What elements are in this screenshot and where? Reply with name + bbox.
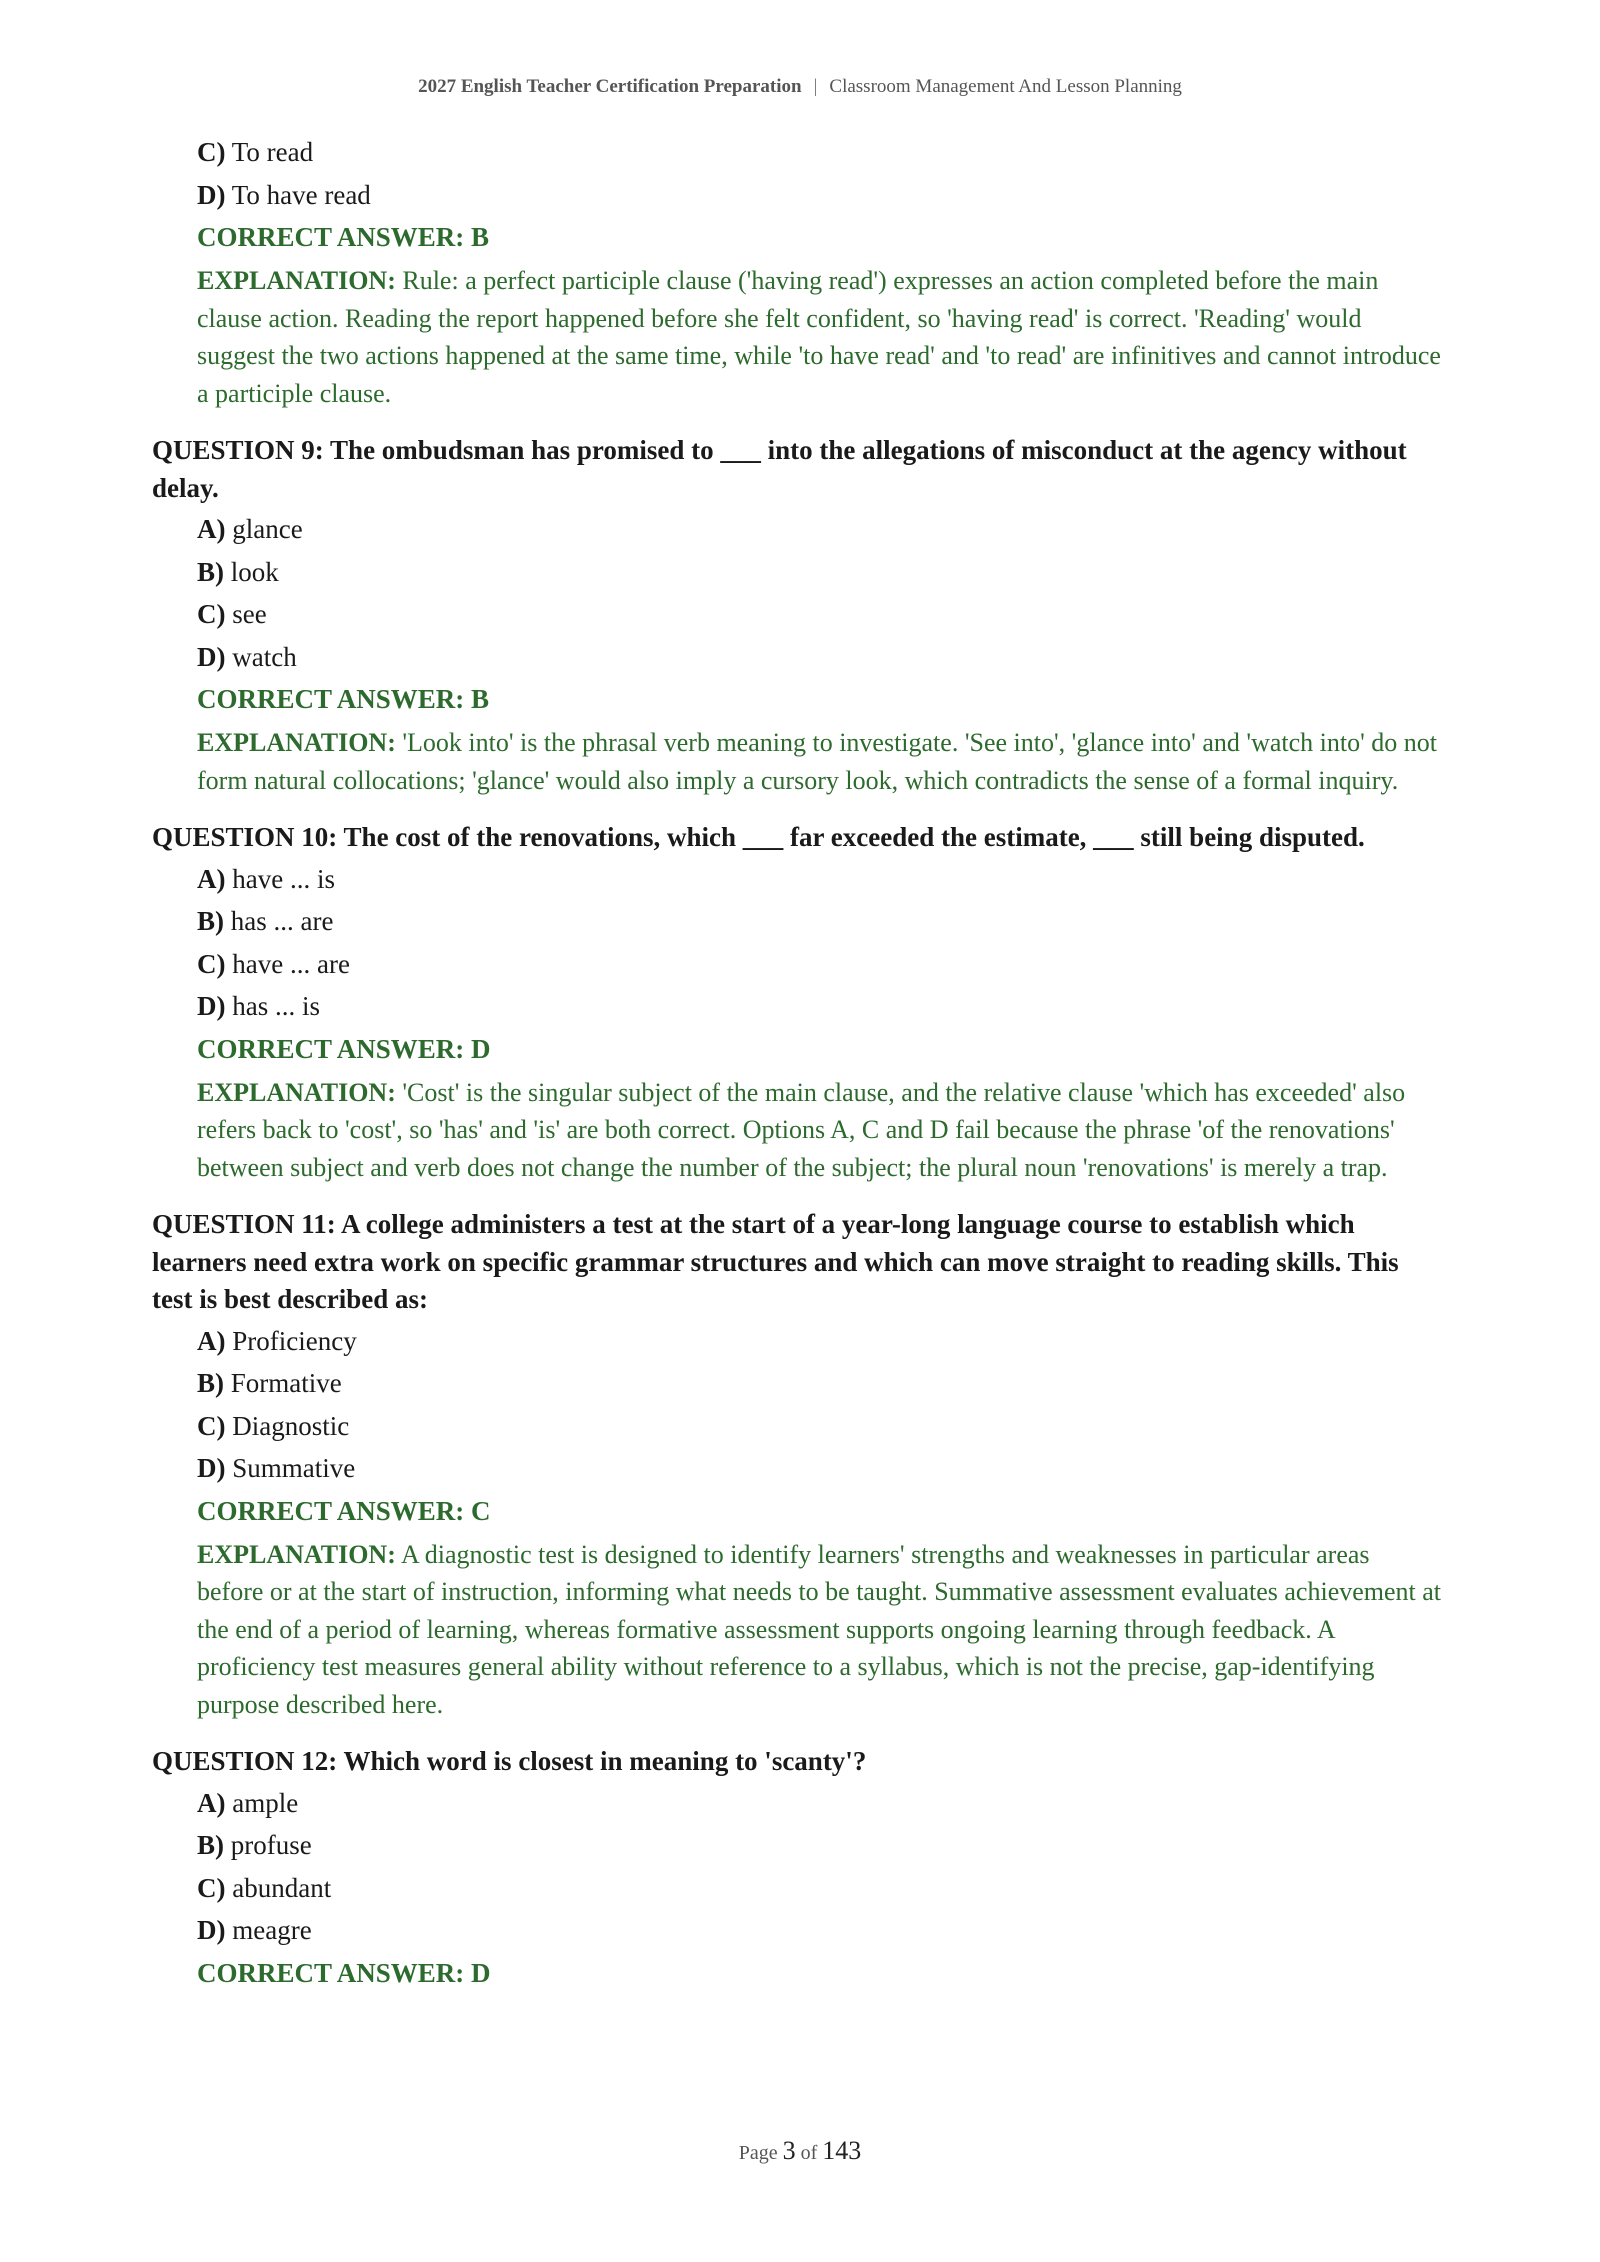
page-footer	[0, 2136, 1600, 2166]
question-block-10	[152, 819, 1442, 1186]
explanation: EXPLANATION: Rule: a perfect participle clause ('having read') expresses an action completed before the main clause action. Reading the report happened before she felt confident, so 'having read' is correct. 'Reading' would suggest the two actions happened at the same time, while 'to have read' and 'to read' are infinitives and cannot introduce a participle clause.	[197, 266, 1441, 408]
question-text: QUESTION 10: The cost of the renovations, which ___ far exceeded the estimate, ___ still being disputed.	[152, 822, 1365, 852]
total-pages: 143	[822, 2136, 862, 2165]
correct-answer: CORRECT ANSWER: B	[197, 222, 490, 252]
question-text: QUESTION 9: The ombudsman has promised to ___ into the allegations of misconduct at the agency without delay.	[152, 435, 1407, 503]
correct-answer: CORRECT ANSWER: D	[197, 1957, 491, 1988]
explanation: EXPLANATION: A diagnostic test is designed to identify learners' strengths and weaknesses in particular areas before or at the start of instruction, informing what needs to be taught. Summative assessment evaluates achievement at the end of a period of learning, whereas formative assessment supports ongoing learning through feedback. A proficiency test measures general ability without reference to a syllabus, which is not the precise, gap-identifying purpose described here.	[197, 1539, 1442, 1719]
question-block-12	[152, 1743, 1442, 1990]
explanation: EXPLANATION: 'Look into' is the phrasal verb meaning to investigate. 'See into', 'glance into' and 'watch into' do not form natural collocations; 'glance' would also imply a cursory look, which contradicts the sense of a formal inquiry.	[197, 728, 1438, 795]
option-b: B) Formative	[197, 1368, 342, 1398]
option-c: C) have ... are	[197, 948, 350, 979]
option-d: D) meagre	[197, 1915, 312, 1945]
page-header	[0, 76, 1600, 98]
option-b: B) profuse	[197, 1830, 312, 1860]
of-label: of	[800, 2142, 818, 2164]
question-text: QUESTION 12: Which word is closest in meaning to 'scanty'?	[152, 1746, 867, 1776]
correct-answer: CORRECT ANSWER: C	[197, 1495, 491, 1526]
option-a: A) glance	[197, 514, 303, 544]
option-c: C) see	[197, 599, 267, 629]
option-c: C) To read	[197, 137, 314, 167]
question-block-8-continued	[152, 136, 1442, 412]
correct-answer: CORRECT ANSWER: D	[197, 1033, 491, 1064]
option-d: D) has ... is	[197, 991, 320, 1021]
option-c: C) Diagnostic	[197, 1410, 350, 1441]
option-a: A) ample	[197, 1787, 299, 1818]
option-c: C) abundant	[197, 1872, 332, 1903]
option-b: B) look	[197, 556, 279, 587]
document-title: 2027 English Teacher Certification Preparation	[418, 76, 802, 97]
question-block-9	[152, 432, 1442, 799]
correct-answer: CORRECT ANSWER: B	[197, 684, 490, 714]
option-d: D) To have read	[197, 179, 371, 210]
page-content	[152, 136, 1442, 1998]
option-b: B) has ... are	[197, 906, 334, 936]
question-block-11	[152, 1206, 1442, 1723]
section-title: Classroom Management And Lesson Planning	[829, 76, 1182, 97]
page-label: Page	[738, 2142, 778, 2164]
header-separator: |	[813, 76, 818, 97]
option-d: D) Summative	[197, 1453, 356, 1483]
option-a: A) Proficiency	[197, 1325, 357, 1356]
option-a: A) have ... is	[197, 863, 335, 894]
option-d: D) watch	[197, 641, 297, 672]
explanation: EXPLANATION: 'Cost' is the singular subject of the main clause, and the relative clause 'which has exceeded' also refers back to 'cost', so 'has' and 'is' are both correct. Options A, C and D fail because the phrase 'of the renovations' between subject and verb does not change the number of the subject; the plural noun 'renovations' is merely a trap.	[197, 1077, 1406, 1182]
page-number: 3	[782, 2136, 796, 2165]
question-text: QUESTION 11: A college administers a test at the start of a year-long language course to establish which learners need extra work on specific grammar structures and which can move straight to reading skills. This test is best described as:	[152, 1209, 1399, 1314]
